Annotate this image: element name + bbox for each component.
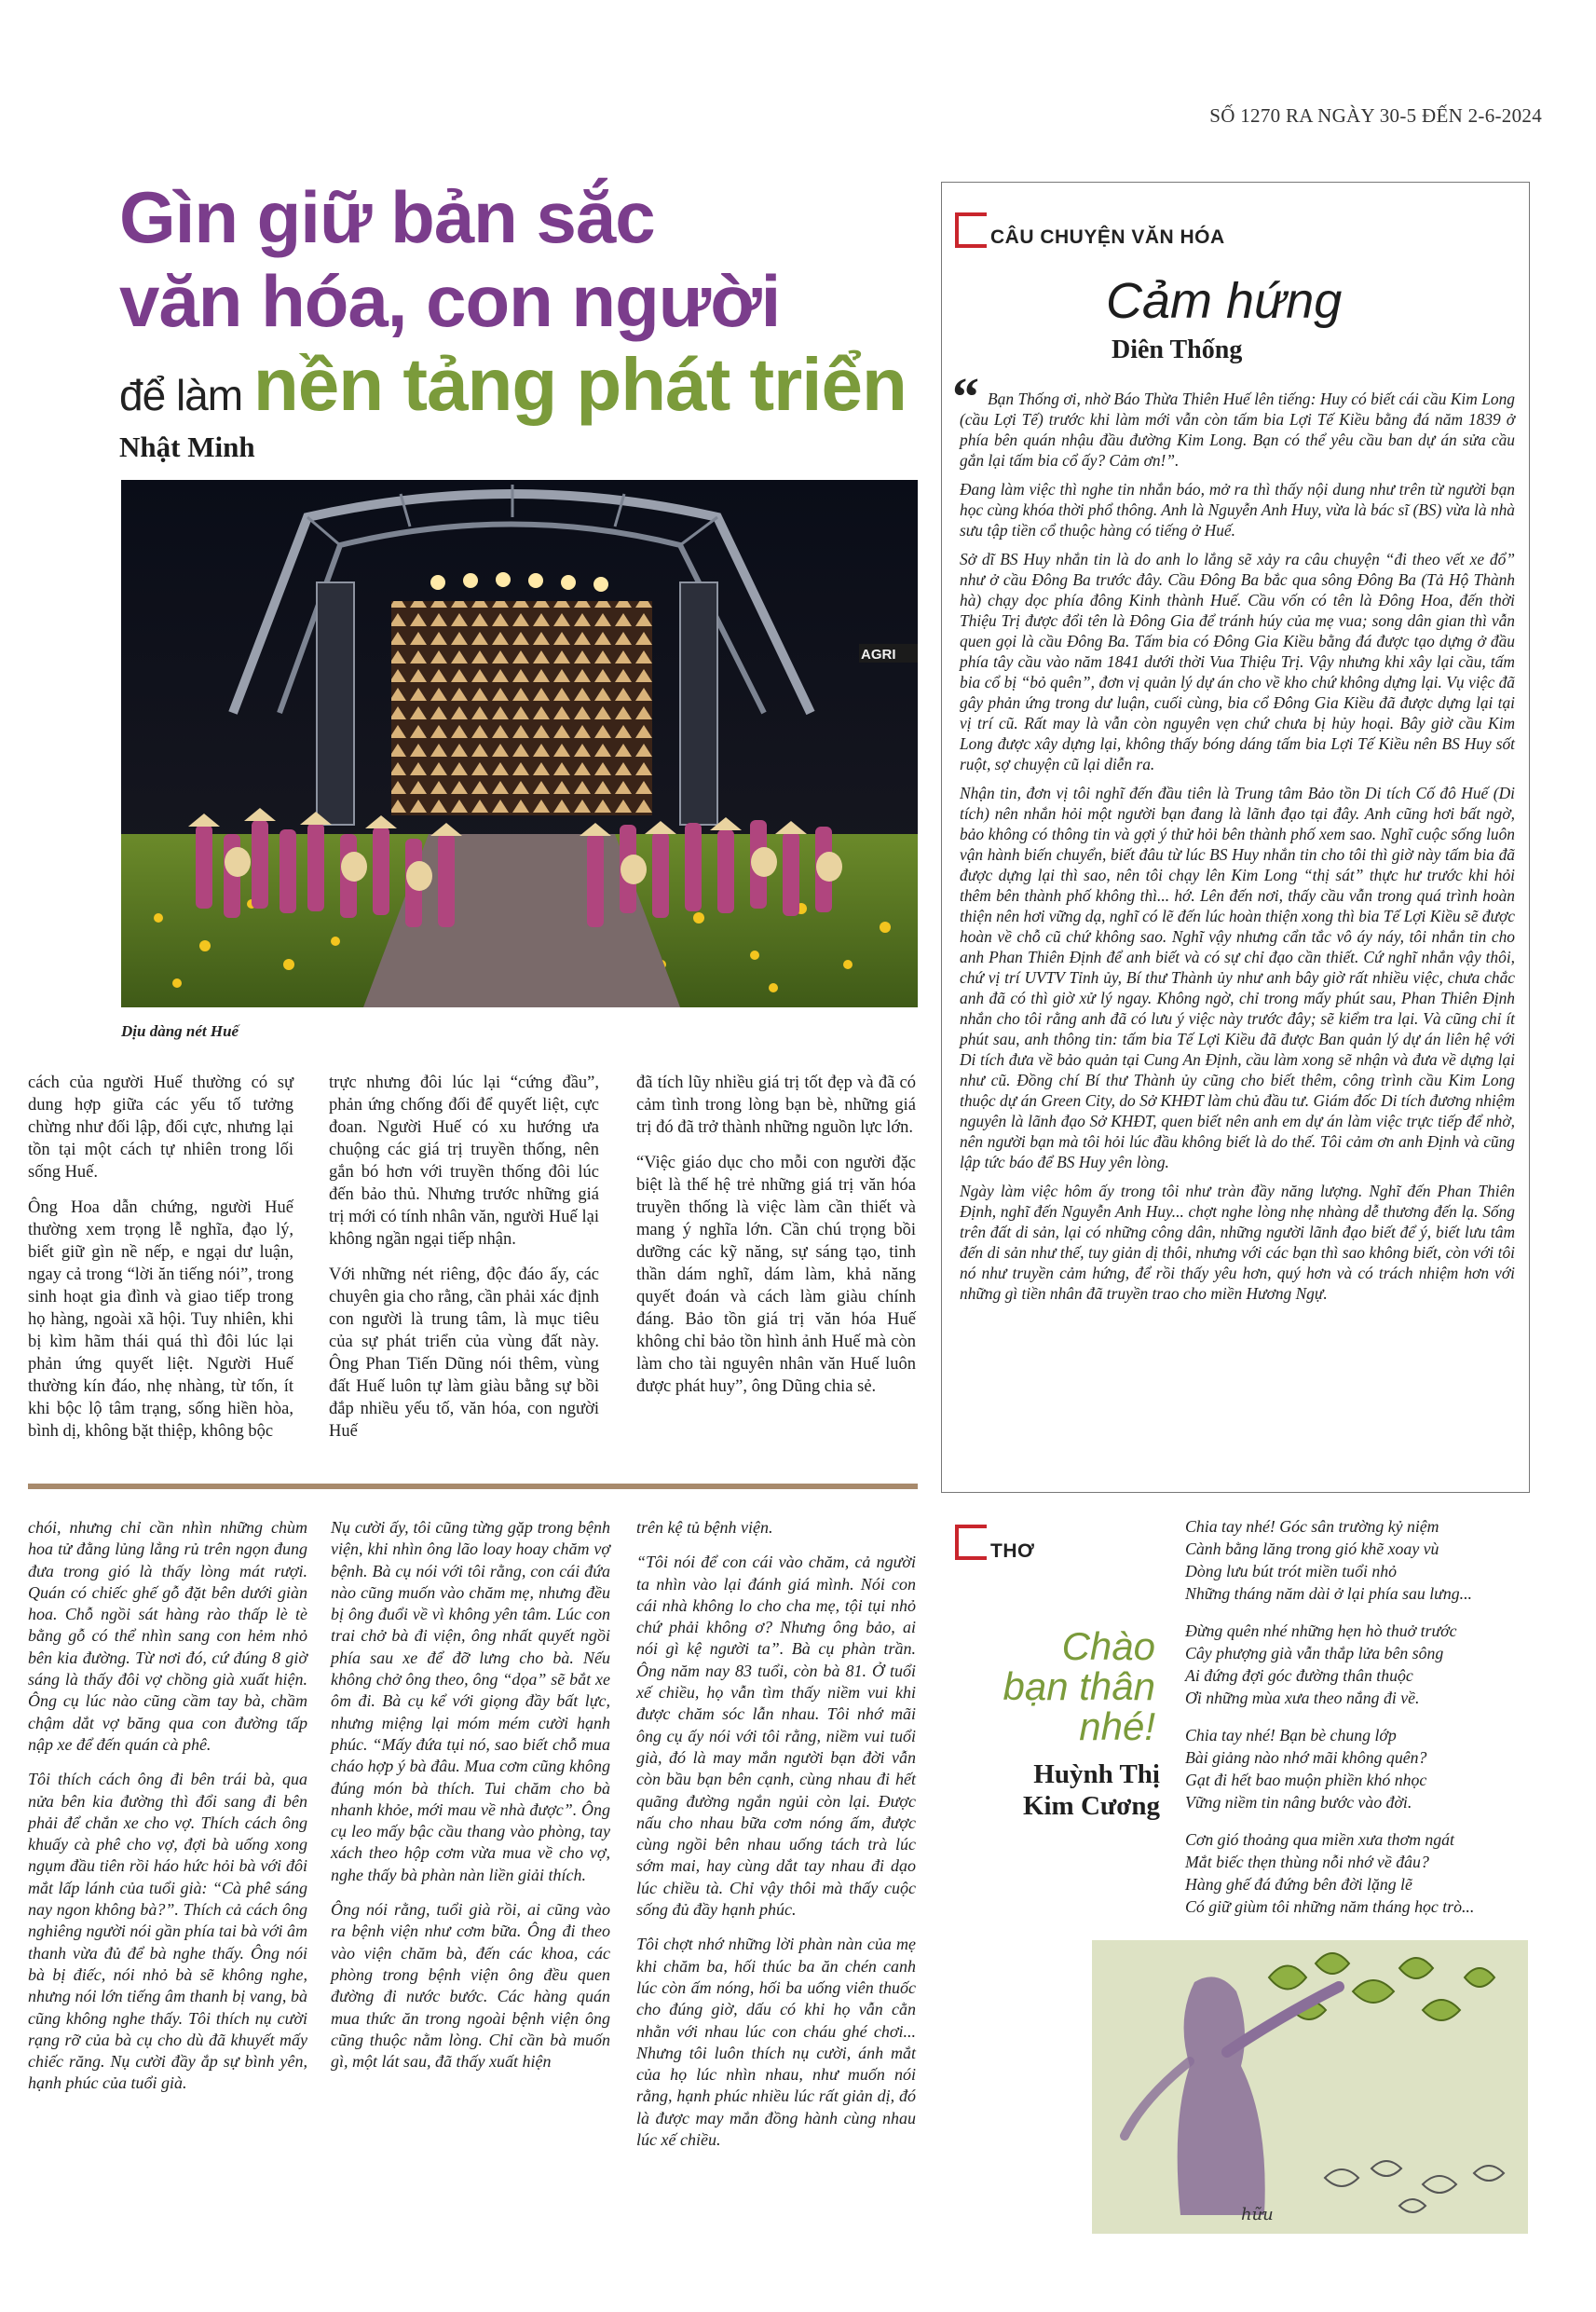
poem-title-line: bạn thân (1003, 1664, 1155, 1708)
poem-author-line: Huỳnh Thị (1033, 1759, 1160, 1789)
story2-col3-paragraph: “Tôi nói để con cái vào chăm, cả người ta nhìn vào lại đánh giá mình. Nói con cái nhà không lo cho cha mẹ, tội tụi nhỏ chứ phải không ơ? Nhưng ông bảo, ai nói gì kệ người ta”. Bà cụ phàn trần. Ông năm nay 83 tuổi, còn bà 81. Ở tuổi xế chiều, họ vẫn tìm thấy niềm vui khi được chăm sóc lẫn nhau. Tôi nhớ mãi ông cụ ấy nói với tôi rằng, niềm vui tuổi già, đó là may mắn người bạn đời vẫn còn bầu bạn bên cạnh, cùng nhau đi hết quãng đường ngắn ngủi còn lại. Được nấu cho nhau bữa cơm nóng ấm, được cùng ngồi bên nhau uống tách trà lúc sớm mai, hay cùng dắt tay nhau đi dạo lúc chiều tà. Chỉ vậy thôi mà thấy cuộc sống đủ đầy hạnh phúc. (636, 1553, 916, 1920)
poem-stanza (1185, 1620, 1548, 1709)
poem-line: Những tháng năm dài ở lại phía sau lưng... (1185, 1584, 1472, 1603)
story2-column-2 (331, 1517, 610, 2086)
main-col3-paragraph: đã tích lũy nhiều giá trị tốt đẹp và đã có cảm tình trong lòng bạn bè, những giá trị đó đã trở thành những nguồn lực lớn. (636, 1074, 916, 1137)
photo-caption: Dịu dàng nét Huế (121, 1022, 239, 1040)
article-author: Nhật Minh (119, 431, 255, 463)
poem-line: Gạt đi hết bao muộn phiền khó nhọc (1185, 1771, 1427, 1789)
main-column-1 (28, 1072, 293, 1456)
headline-line-3-emphasis: nền tảng phát triển (252, 343, 907, 426)
story2-col1-paragraph: chói, nhưng chỉ cần nhìn những chùm hoa tử đằng lủng lẳng rủ trên ngọn đung đưa trong gió là thấy lòng mát rượi. Quán có chiếc ghế gỗ đặt bên dưới giàn hoa. Chỗ ngồi sát hàng rào thấp lè tè bằng gỗ có thể nhìn sang con hẻm nhỏ bên kia đường. Từ nơi đó, cứ đúng 8 giờ sáng là thấy đôi vợ chồng già xuất hiện. Ông cụ lúc nào cũng cầm tay bà, chầm chậm dắt vợ băng qua con đường tấp nập xe để đến quán cà phê. (28, 1518, 307, 1754)
headline-line-3 (119, 343, 939, 437)
poem-line: Bài giảng nào nhớ mãi không quên? (1185, 1748, 1427, 1767)
culture-paragraph: Ngày làm việc hôm ấy trong tôi như tràn đầy năng lượng. Nghĩ đến Phan Thiên Định, nghĩ đến Nguyễn Anh Huy... chợt nghe lòng nhẹ nhàng dễ thương đến lạ. Sống trên đất di sản, lại có những công dân, những người lãnh đạo biết để ý, biết lưu tâm đến di sản như thế, tuy giản dị thôi, nhưng với các bạn thì sao không biết, còn với tôi nó như truyền cảm hứng, để rồi thấy yêu hơn, quý hơn và có trách nhiệm hơn với những gì tiền nhân đã truyền trao cho miền Hương Ngự. (960, 1182, 1515, 1303)
headline-line-1: Gìn giữ bản sắc (119, 176, 655, 258)
agri-sign-text: AGRI (861, 647, 896, 663)
main-col3-paragraph: “Việc giáo dục cho mỗi con người đặc biệt là thế hệ trẻ những giá trị văn hóa truyền thống là việc làm cần thiết và mang ý nghĩa lớn. Cần chú trọng bồi dưỡng các kỹ năng, sự sáng tạo, tinh thần dám nghĩ, dám làm, khả năng quyết đoán và cách làm giàu chính đáng. Bảo tồn giá trị văn hóa Huế không chỉ bảo tồn hình ảnh Huế mà còn làm cho tài nguyên nhân văn Huế luôn được phát huy”, ông Dũng chia sẻ. (636, 1154, 916, 1396)
poem-line: Cành bằng lăng trong gió khẽ xoay vù (1185, 1539, 1439, 1558)
poem-title-line: nhé! (1079, 1704, 1155, 1748)
headline-line-3-prefix: để làm (119, 371, 243, 419)
culture-paragraph: Nhận tin, đơn vị tôi nghĩ đến đầu tiên là Trung tâm Bảo tồn Di tích Cố đô Huế (Di tích) nên nhắn hỏi một người bạn đang là lãnh đạo tại đây. Anh cũng hơi bất ngờ, bảo không có thông tin và gợi ý thử hỏi bên thành phố xem sao. Nghĩ cuộc sống luôn vận hành biến chuyển, biết đâu từ lúc BS Huy nhắn tin cho tôi thì giờ này tấm bia đã được dựng lại thì sao, nên tôi chạy lên Kim Long “thị sát” thực hư trước khi hỏi thêm bên thành phố không thì... hớ. Lên đến nơi, thấy cầu vẫn trong quá trình hoàn thiện nên hơi vững dạ, nghĩ có lẽ đến lúc hoàn thiện xong thì bia Tế Lợi Kiều sẽ được hoàn về chỗ cũ chứ không sao. Nghĩ vậy nhưng cẩn tắc vô áy náy, tôi nhắn tin cho anh Phan Thiên Định để anh biết và có sự chỉ đạo cần thiết. Cứ nghĩ nhắn vậy thôi, chứ vị trí UVTV Tỉnh ủy, Bí thư Thành ủy như anh bây giờ rất nhiều việc, chưa chắc anh đã có thì giờ xử lý ngay. Không ngờ, chỉ trong mấy phút sau, Phan Thiên Định nhắn cho tôi rằng anh đã có lưu ý việc này trước đây; sẽ kiểm tra lại. Và cũng chỉ ít phút sau, anh thông tin: tấm bia Tế Lợi Kiều đã được Ban quản lý dự án liên hệ với Di tích đưa về bảo quản tại Cung An Định, cầu làm xong sẽ nhận và đưa về dựng lại như cũ. Đồng chí Bí thư Thành ủy cũng cho biết thêm, công trình cầu Kim Long thuộc dự án Green City, do Sở KHĐT làm chủ đầu tư. Giám đốc Di tích đương nhiệm nguyên là lãnh đạo Sở KHĐT, quen biết nên anh em dự án làm việc trực tiếp để nhờ, nên người bạn mà tôi hỏi lúc đầu không biết là do thế. Tôi cảm ơn anh Định và cũng lập tức báo để BS Huy yên lòng. (960, 784, 1515, 1171)
story2-col2-paragraph: Nụ cười ấy, tôi cũng từng gặp trong bệnh viện, khi nhìn ông lão loay hoay chăm vợ bệnh. Bà cụ nói với tôi rằng, con cái đứa nào cũng muốn vào chăm mẹ, nhưng đều bị ông đuổi về vì không yên tâm. Lúc con trai chở bà đi viện, ông nhất quyết ngồi phía sau xe để đỡ lưng cho bà. Nếu không chở ông theo, ông “dọa” sẽ bắt xe ôm đi. Bà cụ kể với giọng đầy bất lực, nhưng miệng lại móm mém cười hạnh phúc. “Mấy đứa tụi nó, sao biết chỗ mua cháo hợp ý bà đâu. Mua cơm cũng không đúng món bà thích. Tui chăm cho bà nhanh khỏe, mới mau về nhà được”. Ông cụ leo mấy bậc cầu thang vào phòng, tay xách theo hộp cơm vừa mua về cho vợ, nghe thấy bà phàn nàn liền giải thích. (331, 1518, 610, 1884)
poem-line: Vững niềm tin nâng bước vào đời. (1185, 1793, 1412, 1812)
poem-line: Cơn gió thoảng qua miền xưa thơm ngát (1185, 1830, 1454, 1849)
story2-column-3 (636, 1517, 916, 2164)
poem-line: Hàng ghế đá đứng bên đời lặng lẽ (1185, 1875, 1412, 1894)
article-headline (119, 175, 939, 437)
poem-stanza (1185, 1828, 1548, 1918)
culture-section-label: CÂU CHUYỆN VĂN HÓA (990, 226, 1225, 248)
culture-story-title: Cảm hứng (1106, 273, 1343, 329)
culture-story-author: Diên Thống (1112, 335, 1243, 364)
main-column-2 (329, 1072, 599, 1456)
night-bridge-performance-image (121, 480, 918, 1007)
poem-line: Ai đứng đợi góc đường thân thuộc (1185, 1666, 1413, 1685)
poem-line: Mắt biếc thẹn thùng nỗi nhớ về đâu? (1185, 1853, 1429, 1871)
issue-line: SỐ 1270 RA NGÀY 30-5 ĐẾN 2-6-2024 (1209, 104, 1542, 127)
poem-line: Chia tay nhé! Góc sân trường kỷ niệm (1185, 1517, 1439, 1536)
story2-column-1 (28, 1517, 307, 2108)
poem-title (978, 1626, 1155, 1746)
article-photo (121, 480, 918, 1007)
culture-paragraph: Sở dĩ BS Huy nhắn tin là do anh lo lắng sẽ xảy ra câu chuyện “đi theo vết xe đổ” như ở cầu Đông Ba trước đây. Cầu Đông Ba bắc qua sông Đông Ba (Tả Hộ Thành hà) chạy dọc phía đông Kinh thành Huế. Cầu vốn có tên là Đông Hoa, đến thời Thiệu Trị được đổi tên là Đông Gia để tránh húy của mẹ vua; song dân gian thì vẫn quen gọi là cầu Đông Ba. Tấm bia có Đông Gia Kiều bằng đá được tạo dựng ở đầu phía tây cầu vào năm 1841 dưới thời Vua Thiệu Trị. Vậy nhưng khi xây lại cầu, tấm bia cổ bị “bỏ quên”, đơn vị quản lý dự án cho về kho chứ không dựng lại. Vụ việc đã gây phản ứng trong dư luận, cuối cùng, bia cổ Đông Gia Kiều đã được dựng lại tại vị trí cũ. Rất may là vẫn còn nguyên vẹn chứ chưa bị hủy hoại. Bây giờ cầu Kim Long được xây dựng lại, không thấy bóng dáng tấm bia Lợi Tế Kiều nên BS Huy sốt ruột, sợ chuyện cũ lại diễn ra. (960, 550, 1515, 773)
section-divider (28, 1484, 918, 1489)
poem-section-marker-icon (955, 1525, 987, 1560)
poem-line: Cây phượng già vẫn thắp lửa bên sông (1185, 1644, 1444, 1662)
story2-col3-paragraph: Tôi chợt nhớ những lời phàn nàn của mẹ khi chăm ba, hối thúc ba ăn chén canh lúc còn ấm nóng, hối ba uống viên thuốc cho đúng giờ, dấu có khi họ vẫn cằn nhằn với nhau lúc con cháu ghé chơi... Nhưng tôi luôn thích nụ cười, ánh mắt của họ lúc nhìn nhau, như muốn nói rằng, hạnh phúc nhiều lúc rất giản dị, đó là được may mắn đồng hành cùng nhau lúc xế chiều. (636, 1935, 916, 2150)
girl-ao-dai-illustration (1092, 1940, 1528, 2234)
poem-section-label: THƠ (990, 1540, 1035, 1562)
section-marker-icon (955, 212, 987, 248)
poem-title-line: Chào (1061, 1624, 1155, 1668)
main-column-3 (636, 1072, 916, 1411)
poem-line: Dòng lưu bút trót miền tuổi nhỏ (1185, 1562, 1398, 1580)
story2-col2-paragraph: Ông nói rằng, tuổi già rồi, ai cũng vào ra bệnh viện như cơm bữa. Ông đi theo vào viện chăm bà, đến các khoa, các phòng trong bệnh viện ông đều quen đường đi nước bước. Các hàng quán mua thức ăn trong ngoài bệnh viện ông cũng thuộc nằm lòng. Chỉ cần bà muốn gì, một lát sau, đã thấy xuất hiện (331, 1900, 610, 2072)
main-col1-paragraph: cách của người Huế thường có sự dung hợp giữa các yếu tố tưởng chừng như đối lập, đối cực, nhưng lại tồn tại một cách tự nhiên trong lối sống Huế. (28, 1074, 293, 1182)
poem-line: Chia tay nhé! Bạn bè chung lớp (1185, 1726, 1397, 1744)
poem-author-line: Kim Cương (1022, 1791, 1160, 1821)
open-quote-icon: “ (952, 366, 979, 427)
main-col1-paragraph: Ông Hoa dẫn chứng, người Huế thường xem trọng lễ nghĩa, đạo lý, biết giữ gìn nề nếp, e ngại dư luận, ngay cả trong “lời ăn tiếng nói”, trong sinh hoạt gia đình và giao tiếp trong họ hàng, ngoài xã hội. Tuy nhiên, khi bị kìm hãm thái quá thì đôi lúc lại phản ứng quyết liệt. Người Huế thường kín đáo, nhẹ nhàng, từ tốn, ít khi bộc lộ tâm trạng, sống hiền hòa, bình dị, không bặt thiệp, không bộc (28, 1198, 293, 1441)
culture-story-text (960, 389, 1515, 1312)
story2-col3-paragraph: trên kệ tủ bệnh viện. (636, 1518, 773, 1537)
poem-line: Đừng quên nhé những hẹn hò thuở trước (1185, 1621, 1457, 1640)
illustration-signature: hữu (1241, 2205, 1274, 2224)
poem-line: Có giữ giùm tôi những năm tháng học trò... (1185, 1897, 1475, 1916)
story2-col1-paragraph: Tôi thích cách ông đi bên trái bà, qua nửa bên kia đường thì đổi sang đi bên phải để chắn xe cho vợ. Thích cách ông khuấy cà phê cho vợ, đợi bà uống xong ngụm đầu tiên rồi háo hức hỏi bà với đôi mắt lấp lánh của tuổi già: “Cà phê sáng nay ngon không bà?”. Thích cả cách ông nghiêng người nói gần phía tai bà với âm thanh vừa đủ để bà nghe thấy. Ông nói bà bị điếc, nói nhỏ bà sẽ không nghe, nhưng nói lớn tiếng âm thanh bị vang, bà cũng không nghe thấy. Tôi thích nụ cười rạng rỡ của bà cụ cho dù đã khuyết mấy chiếc răng. Nụ cười đầy ắp sự bình yên, hạnh phúc của tuổi già. (28, 1770, 308, 2093)
culture-paragraph: Đang làm việc thì nghe tin nhắn báo, mở ra thì thấy nội dung như trên từ người bạn học cùng khóa thời phổ thông. Anh là Nguyễn Anh Huy, vừa là bác sĩ (BS) vừa là nhà sưu tập tiền cổ thuộc hàng có tiếng ở Huế. (960, 480, 1515, 540)
main-col2-paragraph: trực nhưng đôi lúc lại “cứng đầu”, phản ứng chống đối để quyết liệt, cực đoan. Người Huế có xu hướng ưa chuộng các giá trị truyền thống, nên gắn bó hơn với truyền thống đôi lúc đến bảo thủ. Nhưng trước những giá trị mới có tính nhân văn, người Huế lại không ngần ngại tiếp nhận. (329, 1074, 599, 1249)
culture-paragraph: Bạn Thống ơi, nhờ Báo Thừa Thiên Huế lên tiếng: Huy có biết cái cầu Kim Long (cầu Lợi Tế) trước khi làm mới vẫn còn tấm bia Lợi Tế Kiều bằng đá năm 1839 ở phía bên quán nhậu đầu đường Kim Long. Bạn có thể yêu cầu ban dự án sửa cầu gắn lại tấm bia cổ ấy? Cảm ơn!”. (960, 390, 1515, 470)
poem-author (988, 1758, 1160, 1822)
main-col2-paragraph: Với những nét riêng, độc đáo ấy, các chuyên gia cho rằng, cần phải xác định con người là trung tâm, là mục tiêu của sự phát triển của vùng đất này. Ông Phan Tiến Dũng nói thêm, vùng đất Huế luôn tự làm giàu bằng sự bồi đắp nhiều yếu tố, văn hóa, con người Huế (329, 1265, 599, 1441)
headline-line-2: văn hóa, con người (119, 260, 781, 342)
poem-line: Ơi những mùa xưa theo nắng đi về. (1185, 1689, 1420, 1707)
poem-body (1185, 1515, 1548, 1933)
poem-illustration (1092, 1940, 1528, 2234)
poem-stanza (1185, 1724, 1548, 1813)
poem-stanza (1185, 1515, 1548, 1605)
